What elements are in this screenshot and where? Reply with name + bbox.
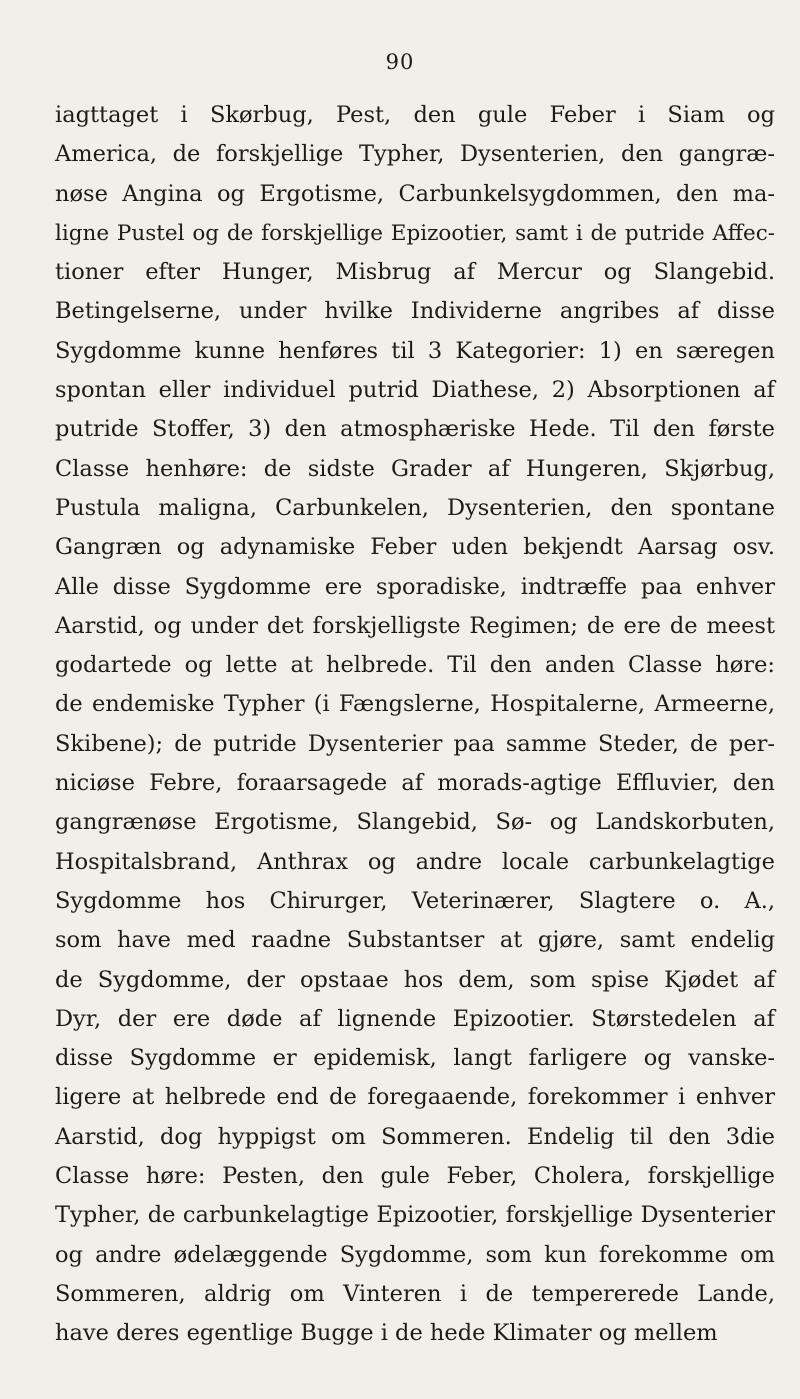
text-line: spontan eller individuel putrid Diathese, 2) Absorptionen af xyxy=(55,377,775,404)
text-line: Gangræn og adynamiske Feber uden bekjendt Aarsag osv. xyxy=(55,534,775,561)
text-line: iagttaget i Skørbug, Pest, den gule Feber i Siam og xyxy=(55,102,775,128)
text-line: Classe høre: Pesten, den gule Feber, Cholera, forskjellige xyxy=(55,1163,775,1190)
text-line: Hospitalsbrand, Anthrax og andre locale carbunkelagtige xyxy=(55,848,775,875)
text-line: Alle disse Sygdomme ere sporadiske, indtræffe paa enhver xyxy=(55,573,775,600)
text-line: Sommeren, aldrig om Vinteren i de tempererede Lande, xyxy=(55,1280,775,1307)
text-line: og andre ødelæggende Sygdomme, som kun forekomme om xyxy=(55,1241,775,1268)
text-line: Typher, de carbunkelagtige Epizootier, forskjellige Dysenterier xyxy=(55,1202,775,1229)
text-line: America, de forskjellige Typher, Dysenterien, den gangræ- xyxy=(55,141,775,168)
text-line: de endemiske Typher (i Fængslerne, Hospitalerne, Armeerne, xyxy=(55,691,775,718)
text-line: Aarstid, og under det forskjelligste Regimen; de ere de meest xyxy=(55,612,775,639)
text-line: gangrænøse Ergotisme, Slangebid, Sø- og Landskorbuten, xyxy=(55,809,775,836)
body-text xyxy=(55,96,775,1354)
text-line: niciøse Febre, foraarsagede af morads-agtige Effluvier, den xyxy=(55,770,775,797)
text-line: Betingelserne, under hvilke Individerne angribes af disse xyxy=(55,298,775,325)
text-line: ligere at helbrede end de foregaaende, forekommer i enhver xyxy=(55,1084,775,1111)
text-line: Pustula maligna, Carbunkelen, Dysenterien, den spontane xyxy=(55,494,775,521)
text-line: Sygdomme kunne henføres til 3 Kategorier: 1) en særegen xyxy=(55,337,775,364)
text-line: Sygdomme hos Chirurger, Veterinærer, Slagtere o. A., xyxy=(55,887,775,914)
text-line: ligne Pustel og de forskjellige Epizootier, samt i de putride Affec- xyxy=(55,220,775,246)
text-line: som have med raadne Substantser at gjøre, samt endelig xyxy=(55,927,775,954)
text-line: de Sygdomme, der opstaae hos dem, som spise Kjødet af xyxy=(55,966,775,993)
text-line: Aarstid, dog hyppigst om Sommeren. Endelig til den 3die xyxy=(55,1123,775,1150)
text-line: nøse Angina og Ergotisme, Carbunkelsygdommen, den ma- xyxy=(55,180,775,207)
text-line: tioner efter Hunger, Misbrug af Mercur og Slangebid. xyxy=(55,259,775,286)
text-line: disse Sygdomme er epidemisk, langt farligere og vanske- xyxy=(55,1045,775,1072)
text-line: Classe henhøre: de sidste Grader af Hungeren, Skjørbug, xyxy=(55,455,775,482)
text-line: have deres egentlige Bugge i de hede Klimater og mellem xyxy=(55,1320,718,1347)
text-line: putride Stoffer, 3) den atmosphæriske Hede. Til den første xyxy=(55,416,775,443)
text-line: Skibene); de putride Dysenterier paa samme Steder, de per- xyxy=(55,730,775,757)
text-line: Dyr, der ere døde af lignende Epizootier. Størstedelen af xyxy=(55,1005,775,1032)
page-number: 90 xyxy=(385,50,415,74)
text-line: godartede og lette at helbrede. Til den anden Classe høre: xyxy=(55,652,775,679)
